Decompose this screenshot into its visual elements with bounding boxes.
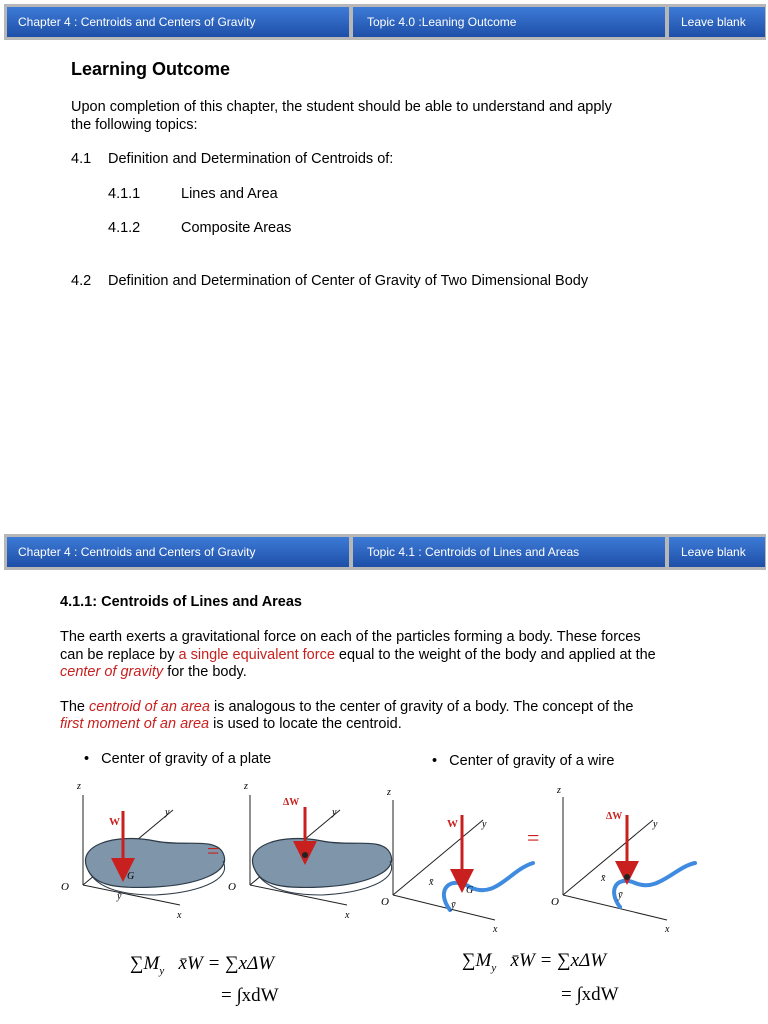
highlight-text: first moment of an area xyxy=(60,716,210,732)
y-label: y xyxy=(332,807,337,818)
y-label: y xyxy=(653,819,658,830)
w-label: W xyxy=(109,816,120,828)
section-title: 4.1.1: Centroids of Lines and Areas xyxy=(60,594,302,610)
y-label: y xyxy=(165,807,170,818)
equation-text: x̄W = ∑xΔW xyxy=(510,950,607,971)
wire-diagram-2 xyxy=(551,785,695,935)
text-run: for the body. xyxy=(163,664,247,680)
bullet-text: Center of gravity of a wire xyxy=(449,753,615,769)
ybar-label: ȳ xyxy=(117,891,122,902)
g-label: G xyxy=(127,871,135,882)
para1-line2 xyxy=(60,647,656,663)
z-label: z xyxy=(244,781,248,792)
equals-sign: = xyxy=(207,838,220,863)
header-chapter: Chapter 4 : Centroids and Centers of Gravity xyxy=(7,537,349,567)
w-label: W xyxy=(447,818,458,830)
z-label: z xyxy=(557,785,561,796)
dw-label: ΔW xyxy=(606,811,623,822)
wire-shape xyxy=(444,863,533,910)
plate-diagram-1 xyxy=(61,781,225,921)
equation-line-1 xyxy=(130,953,274,977)
dw-label: ΔW xyxy=(283,797,300,808)
header-topic: Topic 4.1 : Centroids of Lines and Areas xyxy=(353,537,665,567)
text-run: is used to locate the centroid. xyxy=(209,716,402,732)
header-blank: Leave blank xyxy=(669,7,765,37)
z-label: z xyxy=(387,787,391,798)
item-text: Definition and Determination of Centroids of: xyxy=(108,151,394,167)
text-run: is analogous to the center of gravity of a body. The concept of the xyxy=(209,699,634,715)
header-chapter: Chapter 4 : Centroids and Centers of Gravity xyxy=(7,7,349,37)
item-num: 4.2 xyxy=(71,273,92,289)
x-axis xyxy=(250,885,347,905)
origin-label: O xyxy=(381,896,389,908)
xbar-label: x̄ xyxy=(429,877,434,888)
para2-line2 xyxy=(60,716,402,732)
z-label: z xyxy=(77,781,81,792)
intro-line-1: Upon completion of this chapter, the student should be able to understand and apply xyxy=(71,99,612,115)
origin-label: O xyxy=(551,896,559,908)
page2-header xyxy=(4,534,766,570)
plate-shape xyxy=(253,839,392,888)
x-label: x xyxy=(177,910,182,921)
para2-line1 xyxy=(60,699,633,715)
xbar-label: x̄ xyxy=(601,873,606,884)
equation-text: x̄W = ∑xΔW xyxy=(178,953,275,974)
page1-header xyxy=(4,4,766,40)
x-label: x xyxy=(345,910,350,921)
item-num: 4.1.1 xyxy=(108,186,141,202)
page-title: Learning Outcome xyxy=(71,59,231,79)
sum-moment: ∑M xyxy=(462,950,492,971)
plate-diagram-2 xyxy=(228,781,392,921)
header-topic: Topic 4.0 :Leaning Outcome xyxy=(353,7,665,37)
text-run: equal to the weight of the body and applied at the xyxy=(334,647,656,663)
x-label: x xyxy=(493,924,498,935)
para1-line3 xyxy=(60,664,247,680)
bullet-plate: • Center of gravity of a plate xyxy=(84,751,272,767)
centroid-figures xyxy=(55,775,755,935)
sum-moment: ∑M xyxy=(130,953,160,974)
element-point xyxy=(624,874,630,880)
ybar-label: ȳ xyxy=(618,890,623,901)
subscript: y xyxy=(159,964,165,977)
ybar-label: ȳ xyxy=(451,900,456,911)
x-label: x xyxy=(665,924,670,935)
g-label: G xyxy=(466,885,474,896)
subscript: y xyxy=(491,961,497,974)
para1-line1: The earth exerts a gravitational force on each of the particles forming a body. These forces xyxy=(60,629,641,645)
wire-diagram-1 xyxy=(381,787,533,935)
text-run: The xyxy=(60,699,90,715)
bullet-wire: • Center of gravity of a wire xyxy=(432,753,615,769)
y-label: y xyxy=(482,819,487,830)
equation-line-1 xyxy=(462,950,606,974)
plate-shape xyxy=(86,839,225,888)
item-num: 4.1.2 xyxy=(108,220,141,236)
item-text: Definition and Determination of Center of Gravity of Two Dimensional Body xyxy=(108,273,589,289)
text-run: can be replace by xyxy=(60,647,179,663)
origin-label: O xyxy=(228,881,236,893)
header-blank: Leave blank xyxy=(669,537,765,567)
origin-label: O xyxy=(61,881,69,893)
intro-line-2: the following topics: xyxy=(71,117,198,133)
equation-line-2: = ∫xdW xyxy=(561,984,619,1005)
equals-sign: = xyxy=(527,825,540,850)
highlight-text: centroid of an area xyxy=(89,699,210,715)
y-axis xyxy=(393,820,483,895)
item-text: Lines and Area xyxy=(181,186,278,202)
equation-line-2: = ∫xdW xyxy=(221,985,279,1006)
x-axis xyxy=(83,885,180,905)
item-num: 4.1 xyxy=(71,151,92,167)
highlight-text: a single equivalent force xyxy=(178,647,335,663)
bullet-text: Center of gravity of a plate xyxy=(101,751,272,767)
highlight-text: center of gravity xyxy=(60,664,164,680)
element-point xyxy=(302,852,308,858)
item-text: Composite Areas xyxy=(181,220,292,236)
